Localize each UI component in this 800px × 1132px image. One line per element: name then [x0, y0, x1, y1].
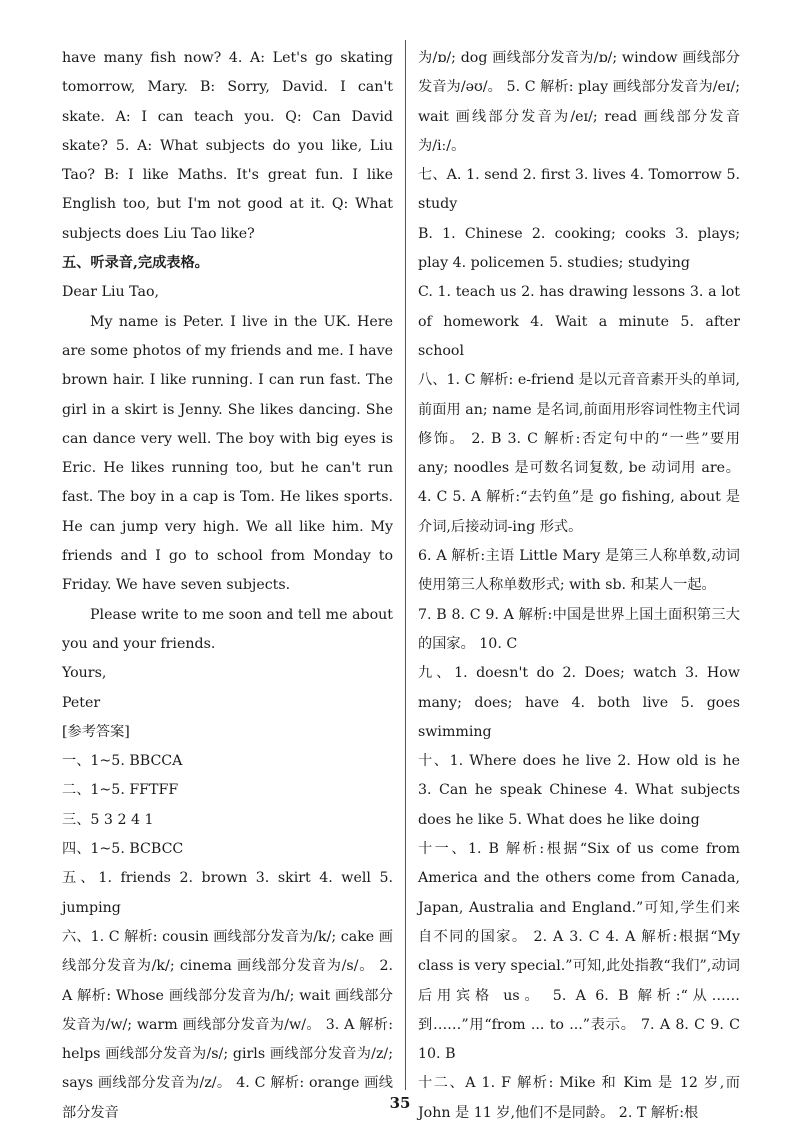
left-paragraph: 五、1. friends 2. brown 3. skirt 4. well 5. jumping: [62, 870, 393, 916]
right-paragraph: 七、A. 1. send 2. first 3. lives 4. Tomorrow 5. study: [418, 167, 740, 213]
left-paragraph: Peter: [62, 694, 101, 711]
page-number: 35: [389, 1094, 411, 1112]
left-paragraph: 一、1~5. BBCCA: [62, 753, 183, 770]
right-paragraph: C. 1. teach us 2. has drawing lessons 3. a lot of homework 4. Wait a minute 5. after school: [418, 284, 740, 359]
left-paragraph: My name is Peter. I live in the UK. Here are some photos of my friends and me. I have brown hair. I like running. I can run fast. The girl in a skirt is Jenny. She likes dancing. She can dance very well. The boy with big eyes is Eric. He likes running too, but he can't run fast. The boy in a cap is Tom. He likes sports. He can jump very high. We all like him. My friends and I go to school from Monday to Friday. We have seven subjects.: [62, 313, 393, 594]
left-paragraph: 四、1~5. BCBCC: [62, 841, 184, 858]
right-paragraph: 为/ɒ/; dog 画线部分发音为/ɒ/; window 画线部分发音为/əʊ/。 5. C 解析: play 画线部分发音为/eɪ/; wait 画线部分发音为/eɪ/; read 画线部分发音为/iː/。: [418, 50, 740, 154]
left-paragraph: 三、5 3 2 4 1: [62, 811, 154, 828]
left-paragraph: 二、1~5. FFTFF: [62, 782, 179, 799]
right-paragraph: 十二、A 1. F 解析: Mike 和 Kim 是 12 岁,而 John 是 11 岁,他们不是同龄。 2. T 解析:根: [418, 1075, 740, 1121]
right-paragraph: 八、1. C 解析: e-friend 是以元音音素开头的单词,前面用 an; name 是名词,前面用形容词性物主代词修饰。 2. B 3. C 解析:否定句中的“一些”要用 any; noodles 是可数名词复数, be 动词用 are。 4. C 5. A 解析:“去钓鱼”是 go fishing, about 是介词,后接动词-ing 形式。: [418, 372, 740, 535]
left-paragraph: Yours,: [62, 665, 107, 682]
right-paragraph: 十一、1. B 解析:根据“Six of us come from America and the others come from Canada, Japan, Australia and England.”可知,学生们来自不同的国家。 2. A 3. C 4. A 解析:根据“My class is very special.”可知,此处指教“我们”,动词后用宾格 us。 5. A 6. B 解析:“从……到……”用“from ... to ...”表示。 7. A 8. C 9. C 10. B: [418, 841, 740, 1063]
left-paragraph: 六、1. C 解析: cousin 画线部分发音为/k/; cake 画线部分发音为/k/; cinema 画线部分发音为/s/。 2. A 解析: Whose 画线部分发音为/h/; wait 画线部分发音为/w/; warm 画线部分发音为/w/。 3. A 解析: helps 画线部分发音为/s/; girls 画线部分发音为/z/; says 画线部分发音为/z/。 4. C 解析: orange 画线部分发音: [62, 928, 393, 1121]
right-column: [418, 44, 740, 1128]
left-paragraph: have many fish now? 4. A: Let's go skating tomorrow, Mary. B: Sorry, David. I can't skate. A: I can teach you. Q: Can David skate? 5. A: What subjects do you like, Liu Tao? B: I like Maths. It's great fun. I like English too, but I'm not good at it. Q: What subjects does Liu Tao like?: [62, 50, 393, 242]
left-column: [62, 44, 393, 1128]
right-paragraph: 7. B 8. C 9. A 解析:中国是世界上国土面积第三大的国家。 10. C: [418, 606, 740, 652]
right-paragraph: B. 1. Chinese 2. cooking; cooks 3. plays; play 4. policemen 5. studies; studying: [418, 225, 740, 272]
right-paragraph: 6. A 解析:主语 Little Mary 是第三人称单数,动词使用第三人称单数形式; with sb. 和某人一起。: [418, 548, 740, 594]
left-paragraph: [参考答案]: [62, 723, 130, 740]
right-paragraph: 十、1. Where does he live 2. How old is he 3. Can he speak Chinese 4. What subjects does he like 5. What does he like doing: [418, 753, 740, 828]
left-paragraph: 五、听录音,完成表格。: [62, 255, 209, 272]
left-paragraph: Dear Liu Tao,: [62, 284, 159, 301]
column-divider: [405, 40, 406, 1090]
left-paragraph: Please write to me soon and tell me about you and your friends.: [62, 606, 393, 652]
right-paragraph: 九、1. doesn't do 2. Does; watch 3. How many; does; have 4. both live 5. goes swimming: [418, 665, 740, 740]
